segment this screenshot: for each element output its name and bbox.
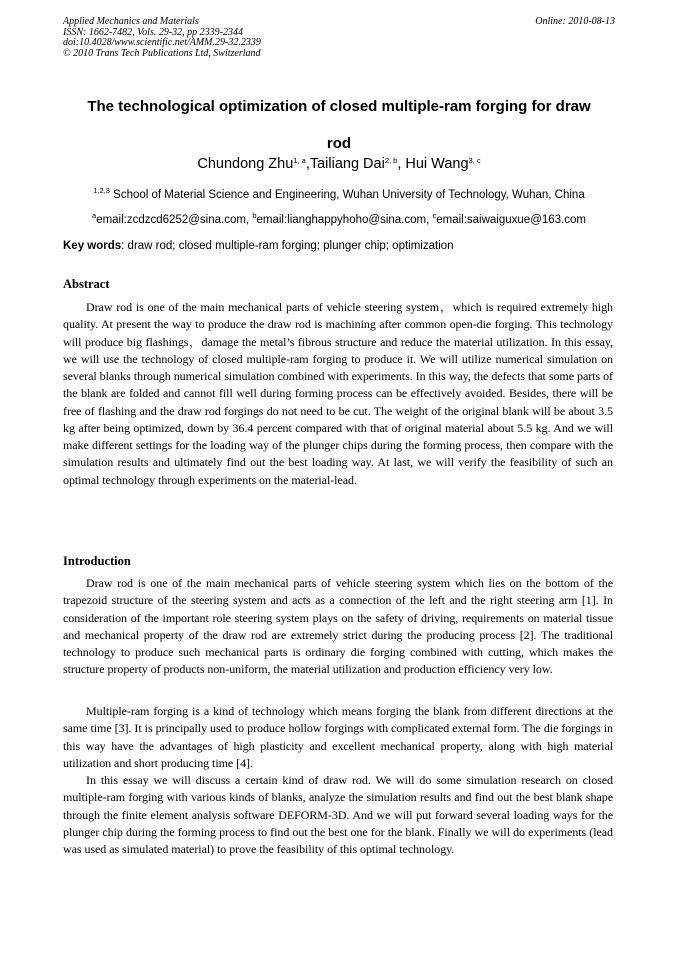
- email-mark: b: [252, 211, 257, 220]
- author-separator: ,: [397, 156, 406, 172]
- introduction-heading: Introduction: [63, 554, 131, 568]
- author-name: Hui Wang: [405, 156, 469, 172]
- introduction-paragraph-1: Draw rod is one of the main mechanical parts of vehicle steering system which lies on the bottom of the trapezoid structure of the steering system and acts as a connection of the left and the right steering arm [1]. In consideration of the important role steering system plays on the safety of driving, requirements on material tissue and mechanical property of the draw rod are extremely strict during the producing process [2]. The traditional technology to produce such mechanical parts is ordinary die forging combined with cutting, which makes the structure property of products non-uniform, the material utilization and production efficiency very low.: [63, 576, 613, 677]
- abstract-paragraph: Draw rod is one of the main mechanical parts of vehicle steering system，which is required extremely high quality. At present the way to produce the draw rod is machining after common open-die forging. This technology will produce big flashings，damage the metal’s fibrous structure and reduce the material utilization. In this essay, we will use the technology of closed multiple-ram forging to produce it. We will utilize numerical simulation on several blanks through numerical simulation combined with experiments. In this way, the defects that some parts of the blank are folded and cannot fill well during forming process can be effectively avoided. Besides, there will be free of flashing and the draw rod forgings do not need to be cut. The weight of the original blank will be about 3.5 kg after being optimized, down by 36.4 percent compared with that of original material about 5.5 kg. And we will make different settings for the loading way of the plunger chips during the forming process, then compare with the simulation results and ultimately find out the best loading way. At last, we will verify the feasibility of such an optimal technology through experiments on the material-lead.: [63, 300, 613, 487]
- journal-header: [63, 17, 261, 59]
- affiliation-mark: 1,2,3: [93, 186, 110, 195]
- paper-title: [63, 88, 615, 162]
- introduction-paragraph-3: In this essay we will discuss a certain kind of draw rod. We will do some simulation research on closed multiple-ram forging with various kinds of blanks, analyze the simulation results and find out the best blank shape through the finite element analysis software DEFORM-3D. And we will put forward several loading ways for the plunger chip during the forming process to find out the best one for the blank. Finally we will do experiments (lead was used as simulated material) to prove the feasibility of this optimal technology.: [63, 773, 613, 856]
- author-name: Chundong Zhu: [197, 156, 294, 172]
- author-list: [63, 155, 615, 173]
- title-line-2: rod: [326, 135, 352, 152]
- affiliation: [63, 187, 615, 203]
- email-mark: a: [92, 211, 97, 220]
- email-address[interactable]: email:saiwaiguxue@163.com: [436, 214, 586, 226]
- journal-name: Applied Mechanics and Materials: [63, 16, 199, 27]
- email-address[interactable]: email:zcdzcd6252@sina.com,: [96, 214, 253, 226]
- email-list: [63, 212, 615, 228]
- keywords: [63, 238, 615, 254]
- title-line-1: The technological optimization of closed multiple-ram forging for draw: [87, 98, 591, 115]
- email-address[interactable]: email:lianghappyhoho@sina.com,: [256, 214, 433, 226]
- author-affil-mark: 3, c: [468, 156, 481, 165]
- keywords-text: : draw rod; closed multiple-ram forging; plunger chip; optimization: [121, 240, 454, 252]
- author-separator: ,: [305, 156, 310, 172]
- issn-line: ISSN: 1662-7482, Vols. 29-32, pp 2339-2344: [63, 26, 243, 38]
- copyright-line: © 2010 Trans Tech Publications Ltd, Switzerland: [63, 47, 261, 59]
- author-affil-mark: 2, b: [384, 156, 398, 165]
- author-name: Tailiang Dai: [309, 156, 385, 172]
- online-date: [535, 17, 615, 28]
- email-mark: c: [432, 211, 437, 220]
- online-date-text: Online: 2010-08-13: [535, 16, 615, 27]
- doi-line: doi:10.4028/www.scientific.net/AMM.29-32.2339: [63, 37, 261, 48]
- keywords-label: Key words: [63, 240, 122, 252]
- abstract-heading: Abstract: [63, 277, 110, 291]
- introduction-paragraph-2: Multiple-ram forging is a kind of technology which means forging the blank from different directions at the same time [3]. It is principally used to produce hollow forgings with complicated external form. The die forgings in this way have the advantages of high plasticity and excellent mechanical property, along with high material utilization and short producing time [4].: [63, 704, 613, 770]
- affiliation-text: School of Material Science and Engineering, Wuhan University of Technology, Wuhan, China: [109, 189, 585, 201]
- author-affil-mark: 1, a: [293, 156, 306, 165]
